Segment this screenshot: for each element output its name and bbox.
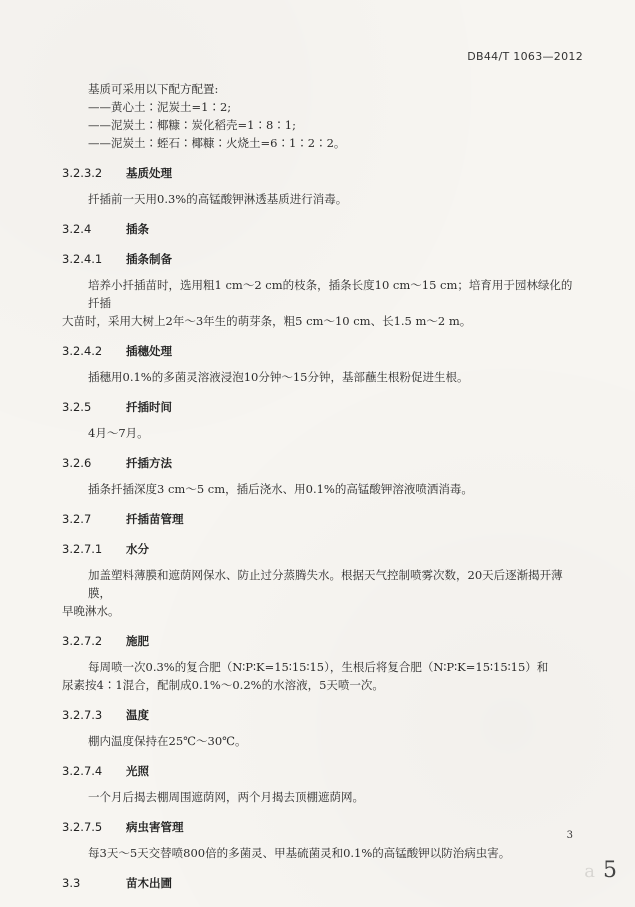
body-text: ——泥炭土∶椰糠∶炭化稻壳=1∶8∶1; (88, 118, 296, 132)
body-text: ——黄心土∶泥炭土=1∶2; (88, 100, 232, 114)
section-number: 3.2.4 (62, 222, 92, 236)
section-title: 扦插苗管理 (126, 512, 184, 526)
page-number: 3 (566, 830, 573, 841)
section-title: 扦插方法 (126, 456, 172, 470)
section-heading (62, 220, 580, 238)
body-text: 棚内温度保持在25℃～30℃。 (88, 734, 247, 748)
section-title: 扦插时间 (126, 400, 172, 414)
body-text: 插穗用0.1%的多菌灵溶液浸泡10分钟～15分钟，基部蘸生根粉促进生根。 (88, 370, 469, 384)
section-number: 3.2.7 (62, 512, 92, 526)
standard-code: DB44/T 1063—2012 (467, 50, 583, 63)
section-heading (62, 454, 580, 472)
section-heading (62, 632, 580, 650)
section-number: 3.2.7.5 (62, 820, 103, 834)
section-number: 3.2.3.2 (62, 166, 103, 180)
section-number: 3.2.4.2 (62, 344, 103, 358)
section-heading (62, 818, 580, 836)
section-heading (62, 706, 580, 724)
section-number: 3.2.7.3 (62, 708, 103, 722)
section-number: 3.3 (62, 876, 81, 890)
corner-mark (584, 858, 617, 883)
body-text: 大苗时，采用大树上2年～3年生的萌芽条，粗5 cm～10 cm、长1.5 m～2 m。 (62, 314, 472, 328)
section-title: 插条制备 (126, 252, 172, 266)
body-text: 4月～7月。 (88, 426, 149, 440)
body-text: 扦插前一天用0.3%的高锰酸钾淋透基质进行消毒。 (88, 192, 348, 206)
body-text: 一个月后揭去棚周围遮荫网，两个月揭去顶棚遮荫网。 (88, 790, 364, 804)
section-heading (62, 250, 580, 268)
body-text: 每周喷一次0.3%的复合肥（N∶P∶K=15∶15∶15），生根后将复合肥（N∶P∶K=15∶15∶15）和 (88, 660, 549, 674)
section-title: 水分 (126, 542, 149, 556)
section-title: 插条 (126, 222, 149, 236)
section-heading (62, 398, 580, 416)
section-heading (62, 510, 580, 528)
section-title: 插穗处理 (126, 344, 172, 358)
body-text: 基质可采用以下配方配置: (88, 82, 219, 96)
body-text: 插条扦插深度3 cm～5 cm，插后浇水、用0.1%的高锰酸钾溶液喷洒消毒。 (88, 482, 473, 496)
section-heading (62, 164, 580, 182)
section-heading (62, 874, 580, 892)
section-number: 3.2.5 (62, 400, 92, 414)
section-title: 基质处理 (126, 166, 172, 180)
body-text: ——泥炭土∶蛭石∶椰糠∶火烧土=6∶1∶2∶2。 (88, 136, 346, 150)
section-number: 3.2.7.2 (62, 634, 103, 648)
section-number: 3.2.7.4 (62, 764, 103, 778)
section-title: 光照 (126, 764, 149, 778)
body-text: 尿素按4∶1混合，配制成0.1%～0.2%的水溶液，5天喷一次。 (62, 678, 384, 692)
section-title: 苗木出圃 (126, 876, 172, 890)
corner-faint-letter: a (584, 861, 595, 882)
body-text: 加盖塑料薄膜和遮荫网保水、防止过分蒸腾失水。根据天气控制喷雾次数，20天后逐渐揭开薄膜， (88, 568, 563, 600)
section-title: 病虫害管理 (126, 820, 184, 834)
body-text: 培养小扦插苗时，选用粗1 cm～2 cm的枝条，插条长度10 cm～15 cm；培育用于园林绿化的扦插 (88, 278, 573, 310)
section-heading (62, 762, 580, 780)
section-number: 3.2.6 (62, 456, 92, 470)
section-number: 3.2.4.1 (62, 252, 103, 266)
section-title: 施肥 (126, 634, 149, 648)
section-title: 温度 (126, 708, 149, 722)
section-heading (62, 342, 580, 360)
body-text: 每3天～5天交替喷800倍的多菌灵、甲基硫菌灵和0.1%的高锰酸钾以防治病虫害。 (88, 846, 511, 860)
corner-number: 5 (603, 858, 617, 883)
section-number: 3.2.7.1 (62, 542, 103, 556)
section-heading (62, 540, 580, 558)
body-text: 早晚淋水。 (62, 604, 120, 618)
document-body (62, 80, 580, 900)
